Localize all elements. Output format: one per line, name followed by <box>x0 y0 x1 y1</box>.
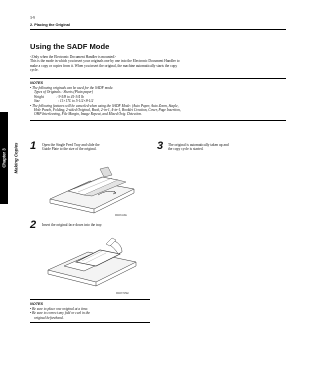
step-line: The original is automatically taken up and <box>168 143 229 147</box>
step-line: Open the Single Feed Tray and slide the <box>42 143 100 147</box>
intro-line: <Only when the Electronic Document Handler is mounted> <box>30 55 116 59</box>
step-text <box>168 143 286 152</box>
step-text <box>42 143 152 152</box>
figure-code: M4D3113E <box>115 214 127 217</box>
page-title: Using the SADF Mode <box>30 42 110 51</box>
step-number: 3 <box>157 140 164 152</box>
intro-line: make a copy or copies from it. When you insert the original, the machine automatically starts the copy <box>30 63 178 68</box>
notes-bullet: • The following features will be canceled when using the SADF Mode: (Auto Paper, Auto Zoom, Staple, <box>30 103 179 108</box>
notes2-heading: NOTES <box>30 302 44 306</box>
chapter-label: Making Copies <box>13 142 19 174</box>
notes-heading: NOTES <box>30 81 44 85</box>
page-number: 3-9 <box>30 16 35 20</box>
notes-types: Types of Originals : Sheets (Plain paper) <box>34 90 94 95</box>
intro-text <box>30 55 290 73</box>
feeder-illustration <box>42 155 142 215</box>
header-rule <box>30 29 286 30</box>
notes-size: Size : 11×17L to 5-1/2×8-1/2 <box>34 99 94 104</box>
insert-drawing <box>42 232 142 292</box>
step-line: Guide Plate to the size of the original. <box>42 147 97 152</box>
notes-bullet-cont: OHP Interleaving, File Margin, Image Repeat, and Mixed Orig. Detection. <box>34 112 142 117</box>
step-number: 2 <box>30 219 37 231</box>
notes-weight: Weight : 9-5/8 to 41-3/4 lb <box>34 94 84 99</box>
feeder-drawing <box>42 155 142 215</box>
notes2-bullet-cont: original beforehand. <box>34 315 64 320</box>
step-text: Insert the original face down into the tray. <box>42 223 103 227</box>
notes2-bullet: • Be sure to place one original at a time. <box>30 307 89 311</box>
step-number: 1 <box>30 140 37 152</box>
notes2-body <box>30 307 150 320</box>
notes-bullet: • The following originals can be used for the SADF mode. <box>30 86 114 90</box>
section-header: 2. Placing the Original <box>30 23 70 27</box>
figure-code: M4D3T15EI <box>116 292 129 295</box>
notes2-bullet: • Be sure to correct any fold or curl in the <box>30 311 91 316</box>
step-line: the copy cycle is started. <box>168 147 204 152</box>
chapter-tab: Chapter 3 <box>0 112 8 204</box>
insert-original-illustration <box>42 232 142 292</box>
notes-bullet-cont: Hole Punch, Folding, 2-sided Original, Book, 2-in-1, 4-in-1, Booklet Creation, Cover, Page Insertion, <box>34 108 181 113</box>
intro-line: cycle. <box>30 68 39 73</box>
notes-body <box>30 86 292 117</box>
intro-line: This is the mode in which you insert your originals one by one into the Electronic Document Handler to <box>30 59 180 64</box>
